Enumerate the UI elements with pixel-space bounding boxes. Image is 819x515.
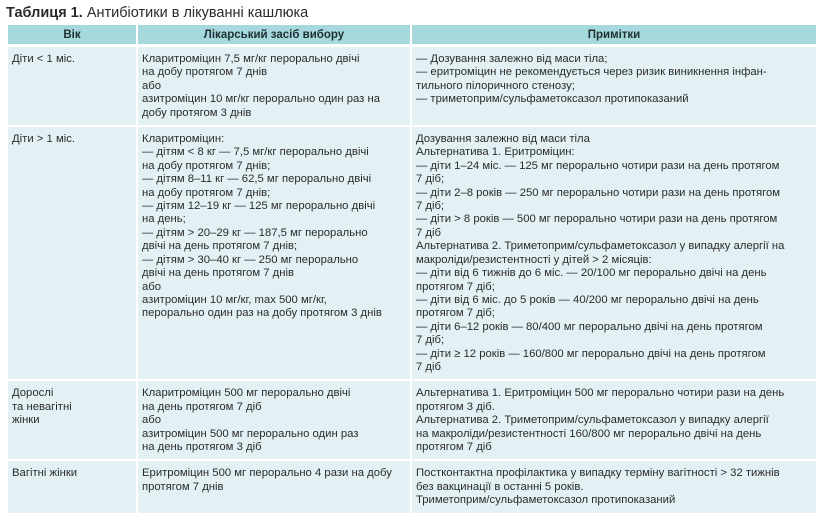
cell-drug bbox=[138, 381, 410, 461]
notes-text-line: — діти 1–24 міс. — 125 мг перорально чотири рази на день протягом bbox=[416, 159, 780, 172]
notes-text-line: Дозування залежно від маси тіла bbox=[416, 133, 590, 146]
notes-text-line: 7 діб; bbox=[416, 200, 445, 213]
cell-age bbox=[8, 47, 136, 127]
notes-text-line: — діти від 6 міс. до 5 років — 40/200 мг перорально двічі на день bbox=[416, 293, 759, 306]
drug-text-line: — дітям 12–19 кг — 125 мг перорально двічі bbox=[142, 200, 376, 213]
table-header-row bbox=[8, 25, 816, 47]
table-row bbox=[8, 47, 816, 127]
notes-text-line: — Дозування залежно від маси тіла; bbox=[416, 53, 608, 65]
drug-text-line: добу протягом 3 днів bbox=[142, 106, 252, 119]
header-drug: Лікарський засіб вибору bbox=[138, 25, 410, 47]
drug-text-line: перорально один раз на добу протягом 3 днів bbox=[142, 307, 382, 320]
age-text-line: та невагітні bbox=[12, 400, 72, 413]
age-text-line: Дорослі bbox=[12, 387, 54, 400]
notes-text-line: тильного пілоричного стенозу; bbox=[416, 79, 575, 92]
notes-text-line: — діти 2–8 років — 250 мг перорально чотири рази на день протягом bbox=[416, 186, 781, 199]
drug-text-line: Кларитроміцин 500 мг перорально двічі bbox=[142, 387, 351, 400]
notes-text-line: на макроліди/резистентності 160/800 мг перорально двічі на день bbox=[416, 427, 762, 440]
drug-text-line: або bbox=[142, 79, 162, 92]
cell-notes bbox=[412, 47, 816, 127]
drug-text-line: азитроміцин 10 мг/кг перорально один раз на bbox=[142, 93, 381, 106]
notes-text-line: протягом 7 діб; bbox=[416, 280, 495, 293]
drug-text-line: на добу протягом 7 днів bbox=[142, 66, 268, 79]
age-text-line: жінки bbox=[12, 414, 40, 427]
notes-text-line: протягом 7 діб; bbox=[416, 307, 495, 320]
cell-drug bbox=[138, 127, 410, 381]
notes-text-line: — діти 6–12 років — 80/400 мг перорально двічі на день протягом bbox=[416, 320, 763, 333]
notes-text-line: Триметоприм/сульфаметоксазол протипоказаний bbox=[416, 494, 676, 507]
cell-drug bbox=[138, 461, 410, 514]
drug-text-line: азитроміцин 10 мг/кг, max 500 мг/кг, bbox=[142, 293, 327, 306]
drug-text-line: або bbox=[142, 414, 162, 427]
drug-text-line: двічі на день протягом 7 днів bbox=[142, 267, 294, 280]
drug-text-line: — дітям > 30–40 кг — 250 мг перорально bbox=[142, 253, 359, 266]
notes-text-line: Альтернатива 1. Еритроміцин 500 мг перорально чотири рази на день bbox=[416, 387, 785, 400]
drug-text-line: Кларитроміцин: bbox=[142, 133, 225, 146]
cell-notes bbox=[412, 381, 816, 461]
notes-text-line: — діти від 6 тижнів до 6 міс. — 20/100 мг перорально двічі на день bbox=[416, 267, 767, 280]
table-row bbox=[8, 381, 816, 461]
cell-age bbox=[8, 461, 136, 514]
drug-text-line: на добу протягом 7 днів; bbox=[142, 159, 271, 172]
antibiotics-table bbox=[6, 25, 818, 515]
drug-text-line: на день; bbox=[142, 213, 186, 226]
header-notes: Примітки bbox=[412, 25, 816, 47]
drug-text-line: на добу протягом 7 днів; bbox=[142, 186, 271, 199]
drug-text-line: на день протягом 3 діб bbox=[142, 440, 262, 453]
table-row bbox=[8, 461, 816, 514]
drug-text-line: — дітям > 20–29 кг — 187,5 мг перорально bbox=[142, 226, 368, 239]
notes-text-line: Постконтактна профілактика у випадку терміну вагітності > 32 тижнів bbox=[416, 467, 780, 480]
drug-text-line: Еритроміцин 500 мг перорально 4 рази на добу bbox=[142, 467, 392, 480]
drug-text-line: — дітям 8–11 кг — 62,5 мг перорально двічі bbox=[142, 173, 372, 186]
age-text-line: Діти < 1 міс. bbox=[12, 53, 76, 65]
age-text-line: Вагітні жінки bbox=[12, 467, 78, 480]
drug-text-line: азитроміцин 500 мг перорально один раз bbox=[142, 427, 359, 440]
notes-text-line: Альтернатива 2. Триметоприм/сульфаметоксазол у випадку алергії bbox=[416, 414, 769, 427]
cell-notes bbox=[412, 127, 816, 381]
header-age: Вік bbox=[8, 25, 136, 47]
table-caption bbox=[6, 4, 308, 22]
notes-text-line: Альтернатива 1. Еритроміцин: bbox=[416, 146, 575, 159]
drug-text-line: Кларитроміцин 7,5 мг/кг перорально двічі bbox=[142, 53, 360, 65]
notes-text-line: — еритроміцин не рекомендується через ризик виникнення інфан- bbox=[416, 66, 767, 79]
drug-text-line: — дітям < 8 кг — 7,5 мг/кг перорально двічі bbox=[142, 146, 369, 159]
notes-text-line: — діти ≥ 12 років — 160/800 мг перорально двічі на день протягом bbox=[416, 347, 766, 360]
cell-age bbox=[8, 127, 136, 381]
notes-text-line: Альтернатива 2. Триметоприм/сульфаметоксазол у випадку алергії на bbox=[416, 240, 785, 253]
cell-notes bbox=[412, 461, 816, 514]
notes-text-line: — діти > 8 років — 500 мг перорально чотири рази на день протягом bbox=[416, 213, 778, 226]
notes-text-line: — триметоприм/сульфаметоксазол протипоказаний bbox=[416, 93, 689, 106]
notes-text-line: 7 діб bbox=[416, 226, 441, 239]
notes-text-line: 7 діб; bbox=[416, 334, 445, 347]
age-text-line: Діти > 1 міс. bbox=[12, 133, 76, 146]
notes-text-line: без вакцинації в останні 5 років. bbox=[416, 480, 584, 493]
table-caption-label: Таблиця 1. bbox=[6, 5, 83, 21]
notes-text-line: протягом 7 діб bbox=[416, 440, 492, 453]
drug-text-line: на день протягом 7 діб bbox=[142, 400, 262, 413]
cell-age bbox=[8, 381, 136, 461]
notes-text-line: 7 діб; bbox=[416, 173, 445, 186]
cell-drug bbox=[138, 47, 410, 127]
drug-text-line: двічі на день протягом 7 днів; bbox=[142, 240, 298, 253]
notes-text-line: макроліди/резистентності у дітей > 2 місяців: bbox=[416, 253, 652, 266]
drug-text-line: протягом 7 днів bbox=[142, 480, 224, 493]
notes-text-line: протягом 3 діб. bbox=[416, 400, 495, 413]
drug-text-line: або bbox=[142, 280, 162, 293]
table-row bbox=[8, 127, 816, 381]
table-caption-title: Антибіотики в лікуванні кашлюка bbox=[86, 5, 309, 21]
notes-text-line: 7 діб bbox=[416, 360, 441, 373]
